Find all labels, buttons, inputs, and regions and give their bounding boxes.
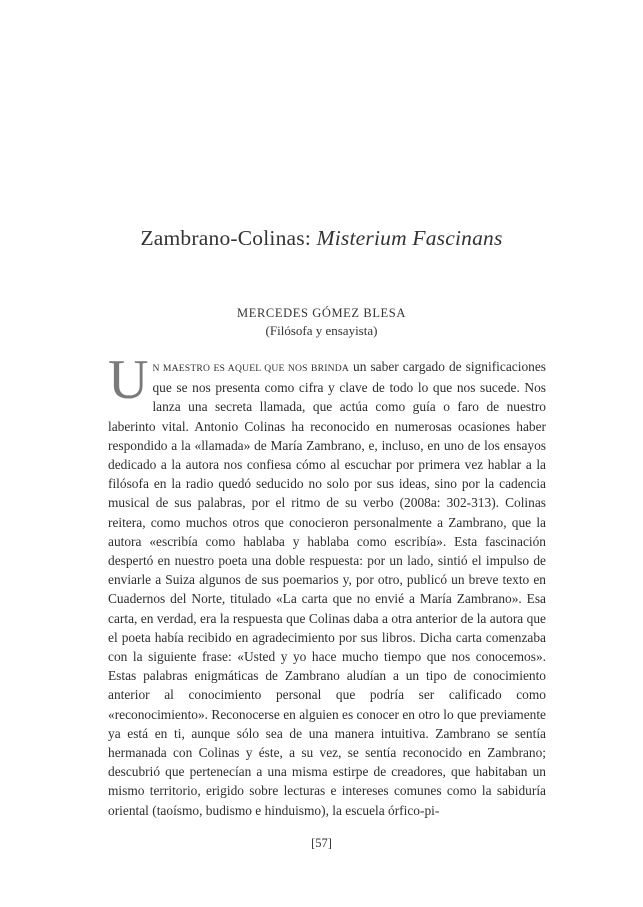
page-number: [57] [311, 836, 332, 850]
article-title-italic: Misterium Fascinans [316, 226, 503, 250]
author-name: MERCEDES GÓMEZ BLESA [237, 306, 406, 320]
article-title [0, 226, 643, 251]
author-block [0, 304, 643, 340]
body-text: un saber cargado de significaciones que se nos presenta como cifra y clave de todo lo que nos sucede. Nos lanza una secreta llamada, que actúa como guía o faro de nuestro laberinto vital. Antonio Colinas ha reconocido en numerosas ocasiones haber respondido a la «llamada» de María Zambrano, e, incluso, en uno de los ensayos dedicado a la autora nos confiesa cómo al escuchar por primera vez hablar a la filósofa en la radio quedó seducido no solo por sus ideas, sino por la cadencia musical de sus palabras, por el ritmo de su verbo (2008a: 302-313). Colinas reitera, como muchos otros que conocieron personalmente a Zambrano, que la autora «escribía como hablaba y hablaba como escribía». Esta fascinación despertó en nuestro poeta una doble respuesta: por un lado, sintió el impulso de enviarle a Suiza algunos de sus poemarios y, por otro, publicó un breve texto en Cuadernos del Norte, titulado «La carta que no envié a María Zambrano». Esa carta, en verdad, era la respuesta que Colinas daba a otra anterior de la autora que el poeta había recibido en agradecimiento por sus libros. Dicha carta comenzaba con la siguiente frase: «Usted y yo hace mucho tiempo que nos conocemos». Estas palabras enigmáticas de Zambrano aludían a un tipo de conocimiento anterior al conocimiento personal que podría ser calificado como «reconocimiento». Reconocerse en alguien es conocer en otro lo que previamente ya está en ti, aunque sólo sea de una manera intuitiva. Zambrano se sentía hermanada con Colinas y éste, a su vez, se sentía reconocido en Zambrano; descubrió que pertenecían a una misma estirpe de creadores, que habitaban un mismo territorio, erigido sobre lecturas e intereses comunes como la sabiduría oriental (taoísmo, budismo e hinduismo), la escuela órfico-pi- [108, 359, 546, 818]
body-paragraph [108, 349, 546, 820]
lead-in-smallcaps: N MAESTRO ES AQUEL QUE NOS BRINDA [152, 363, 349, 374]
drop-cap: U [108, 349, 149, 411]
author-affiliation: (Filósofa y ensayista) [265, 323, 378, 338]
article-title-main: Zambrano-Colinas: [140, 226, 317, 250]
